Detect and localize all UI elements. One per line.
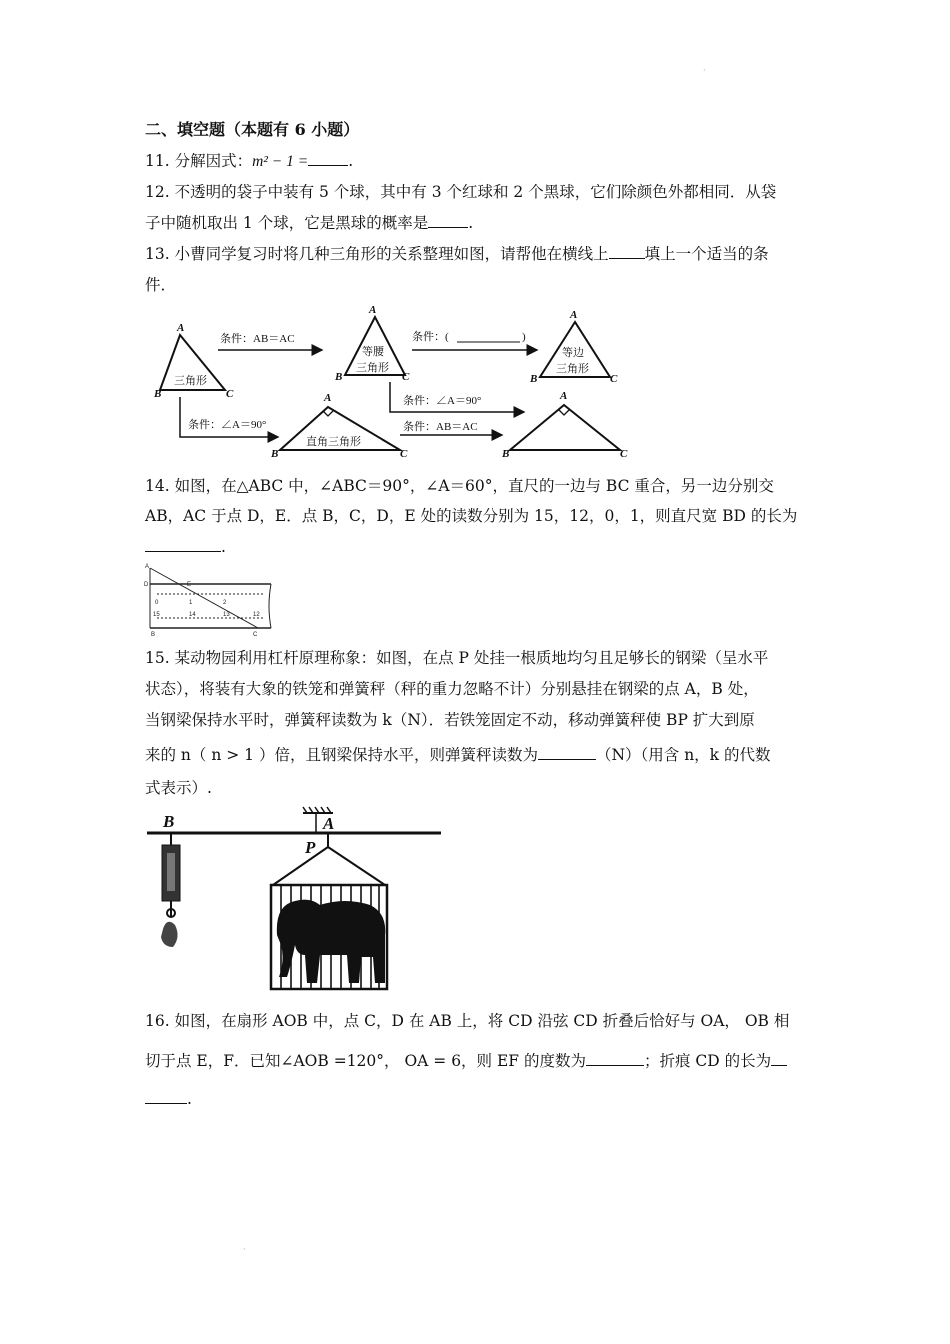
q13-text-b: 填上一个适当的条 (644, 245, 769, 263)
tri4-label: 直角三角形 (306, 436, 361, 448)
q14-end: . (221, 538, 226, 556)
fig14-label-E: E (187, 582, 192, 588)
q11-answer-blank[interactable] (308, 151, 348, 166)
ruler-broken-end (269, 584, 271, 628)
fig14-label-A: A (145, 564, 150, 570)
tri3-vertex-A: A (570, 309, 578, 321)
tri3-vertex-B: B (530, 373, 538, 385)
q11-expression: m² − 1 = (252, 153, 309, 170)
ruler-top-1: 1 (189, 600, 193, 606)
scan-dot: · (703, 66, 706, 75)
q15-text-b: （N）（用含 n，k 的代数 (595, 746, 771, 764)
ruler-top-0: 0 (155, 600, 159, 606)
condition-5: 条件：AB＝AC (403, 421, 478, 433)
elephant-lever-figure (145, 805, 445, 995)
ruler-bottom-15: 15 (153, 612, 160, 618)
q12-answer-blank[interactable] (428, 213, 468, 228)
q13-answer-blank[interactable] (609, 244, 645, 259)
point-A-label: A (323, 814, 335, 833)
question-16-line1: 16. 如图，在扇形 AOB 中，点 C，D 在 AB 上，将 CD 沿弦 CD 折叠后恰好与 OA， OB 相 (145, 1012, 790, 1030)
fig14-label-C: C (253, 632, 258, 638)
side-AC (150, 568, 258, 628)
question-13-line2: 件． (145, 276, 177, 294)
q11-suffix: . (348, 152, 354, 170)
tri5-vertex-B: B (502, 448, 510, 460)
tri1-vertex-A: A (177, 322, 185, 334)
question-14-line2: AB，AC 于点 D，E．点 B，C，D，E 处的读数分别为 15，12，0，1，则直尺宽 BD 的长为 (145, 507, 798, 525)
section-title: 二、填空题（本题有 6 小题） (145, 120, 360, 139)
condition-3: 条件：∠A＝90° (403, 395, 482, 407)
question-14-line3 (145, 537, 226, 557)
question-15-line5: 式表示）. (145, 779, 212, 797)
q16-answer-blank-2b[interactable] (145, 1089, 187, 1104)
tri5-vertex-C: C (620, 448, 628, 460)
tri3-label-2: 三角形 (556, 363, 589, 375)
q16-end: . (187, 1090, 192, 1108)
question-15-line4 (145, 745, 771, 765)
q16-answer-blank-1[interactable] (586, 1051, 644, 1066)
point-B-label: B (163, 812, 175, 831)
q15-text-a: 来的 n（ n > 1 ）倍，且钢梁保持水平，则弹簧秤读数为 (145, 746, 538, 764)
scale-weight (161, 922, 178, 947)
fig14-label-B: B (151, 632, 156, 638)
triangle-relations-diagram (150, 300, 650, 462)
ruler-triangle-figure (143, 560, 283, 640)
q16-answer-blank-2a[interactable] (771, 1051, 787, 1066)
ruler-bottom-12: 12 (253, 612, 260, 618)
tri4-vertex-A: A (324, 392, 332, 404)
condition-4: 条件：∠A＝90° (188, 419, 267, 431)
condition-2-prefix: 条件：( (412, 331, 449, 343)
arrow-tri1-to-right (180, 397, 278, 437)
q13-text-a: 13. 小曹同学复习时将几种三角形的关系整理如图，请帮他在横线上 (145, 245, 609, 263)
tri1-vertex-C: C (226, 388, 234, 400)
tri4-vertex-B: B (271, 448, 279, 460)
tri2-vertex-C: C (402, 371, 410, 383)
question-14-line1: 14. 如图，在△ABC 中，∠ABC＝90°，∠A＝60°，直尺的一边与 BC 重合，另一边分别交 (145, 477, 774, 495)
isosceles-right-triangle (510, 405, 620, 450)
q16-text-a: 切于点 E，F．已知∠AOB =120°， OA = 6，则 EF 的度数为 (145, 1052, 586, 1070)
ruler-top-2: 2 (223, 600, 227, 606)
ruler-bottom-14: 14 (189, 612, 196, 618)
question-11 (145, 151, 353, 172)
q12-text: 子中随机取出 1 个球，它是黑球的概率是 (145, 214, 429, 232)
question-13-line1 (145, 244, 769, 264)
tri2-label-1: 等腰 (362, 346, 384, 358)
condition-1: 条件：AB＝AC (220, 333, 295, 345)
tri3-vertex-C: C (610, 373, 618, 385)
question-16-line3 (145, 1089, 192, 1109)
question-15-line2: 状态），将装有大象的铁笼和弹簧秤（秤的重力忽略不计）分别悬挂在钢梁的点 A，B 处， (145, 680, 759, 698)
question-15-line3: 当钢梁保持水平时，弹簧秤读数为 k（N）．若铁笼固定不动，移动弹簧秤使 BP 扩大到原 (145, 711, 755, 729)
q16-text-b: ；折痕 CD 的长为 (643, 1052, 772, 1070)
tri5-vertex-A: A (560, 390, 568, 402)
question-12-line1: 12. 不透明的袋子中装有 5 个球，其中有 3 个红球和 2 个黑球，它们除颜色外都相同．从袋 (145, 183, 777, 201)
tri3-label-1: 等边 (562, 347, 584, 359)
scan-dot-bottom: · (243, 1245, 246, 1254)
tri2-vertex-A: A (369, 304, 377, 316)
point-P-label: P (305, 838, 316, 857)
q15-answer-blank[interactable] (538, 745, 596, 760)
question-12-line2 (145, 213, 473, 233)
tri4-vertex-C: C (400, 448, 408, 460)
ruler-bottom-13: 13 (223, 612, 230, 618)
question-15-line1: 15. 某动物园利用杠杆原理称象：如图，在点 P 处挂一根质地均匀且足够长的钢梁（呈水平 (145, 649, 769, 667)
q12-end: . (468, 214, 474, 232)
q11-prefix: 11. 分解因式： (145, 152, 253, 170)
fig14-label-D: D (144, 582, 149, 588)
q14-answer-blank[interactable] (145, 537, 221, 552)
tri1-label: 三角形 (174, 375, 207, 387)
tri1-vertex-B: B (154, 388, 162, 400)
question-16-line2 (145, 1051, 787, 1071)
tri2-label-2: 三角形 (356, 362, 389, 374)
tri2-vertex-B: B (335, 371, 343, 383)
condition-2-suffix: ) (522, 331, 526, 343)
